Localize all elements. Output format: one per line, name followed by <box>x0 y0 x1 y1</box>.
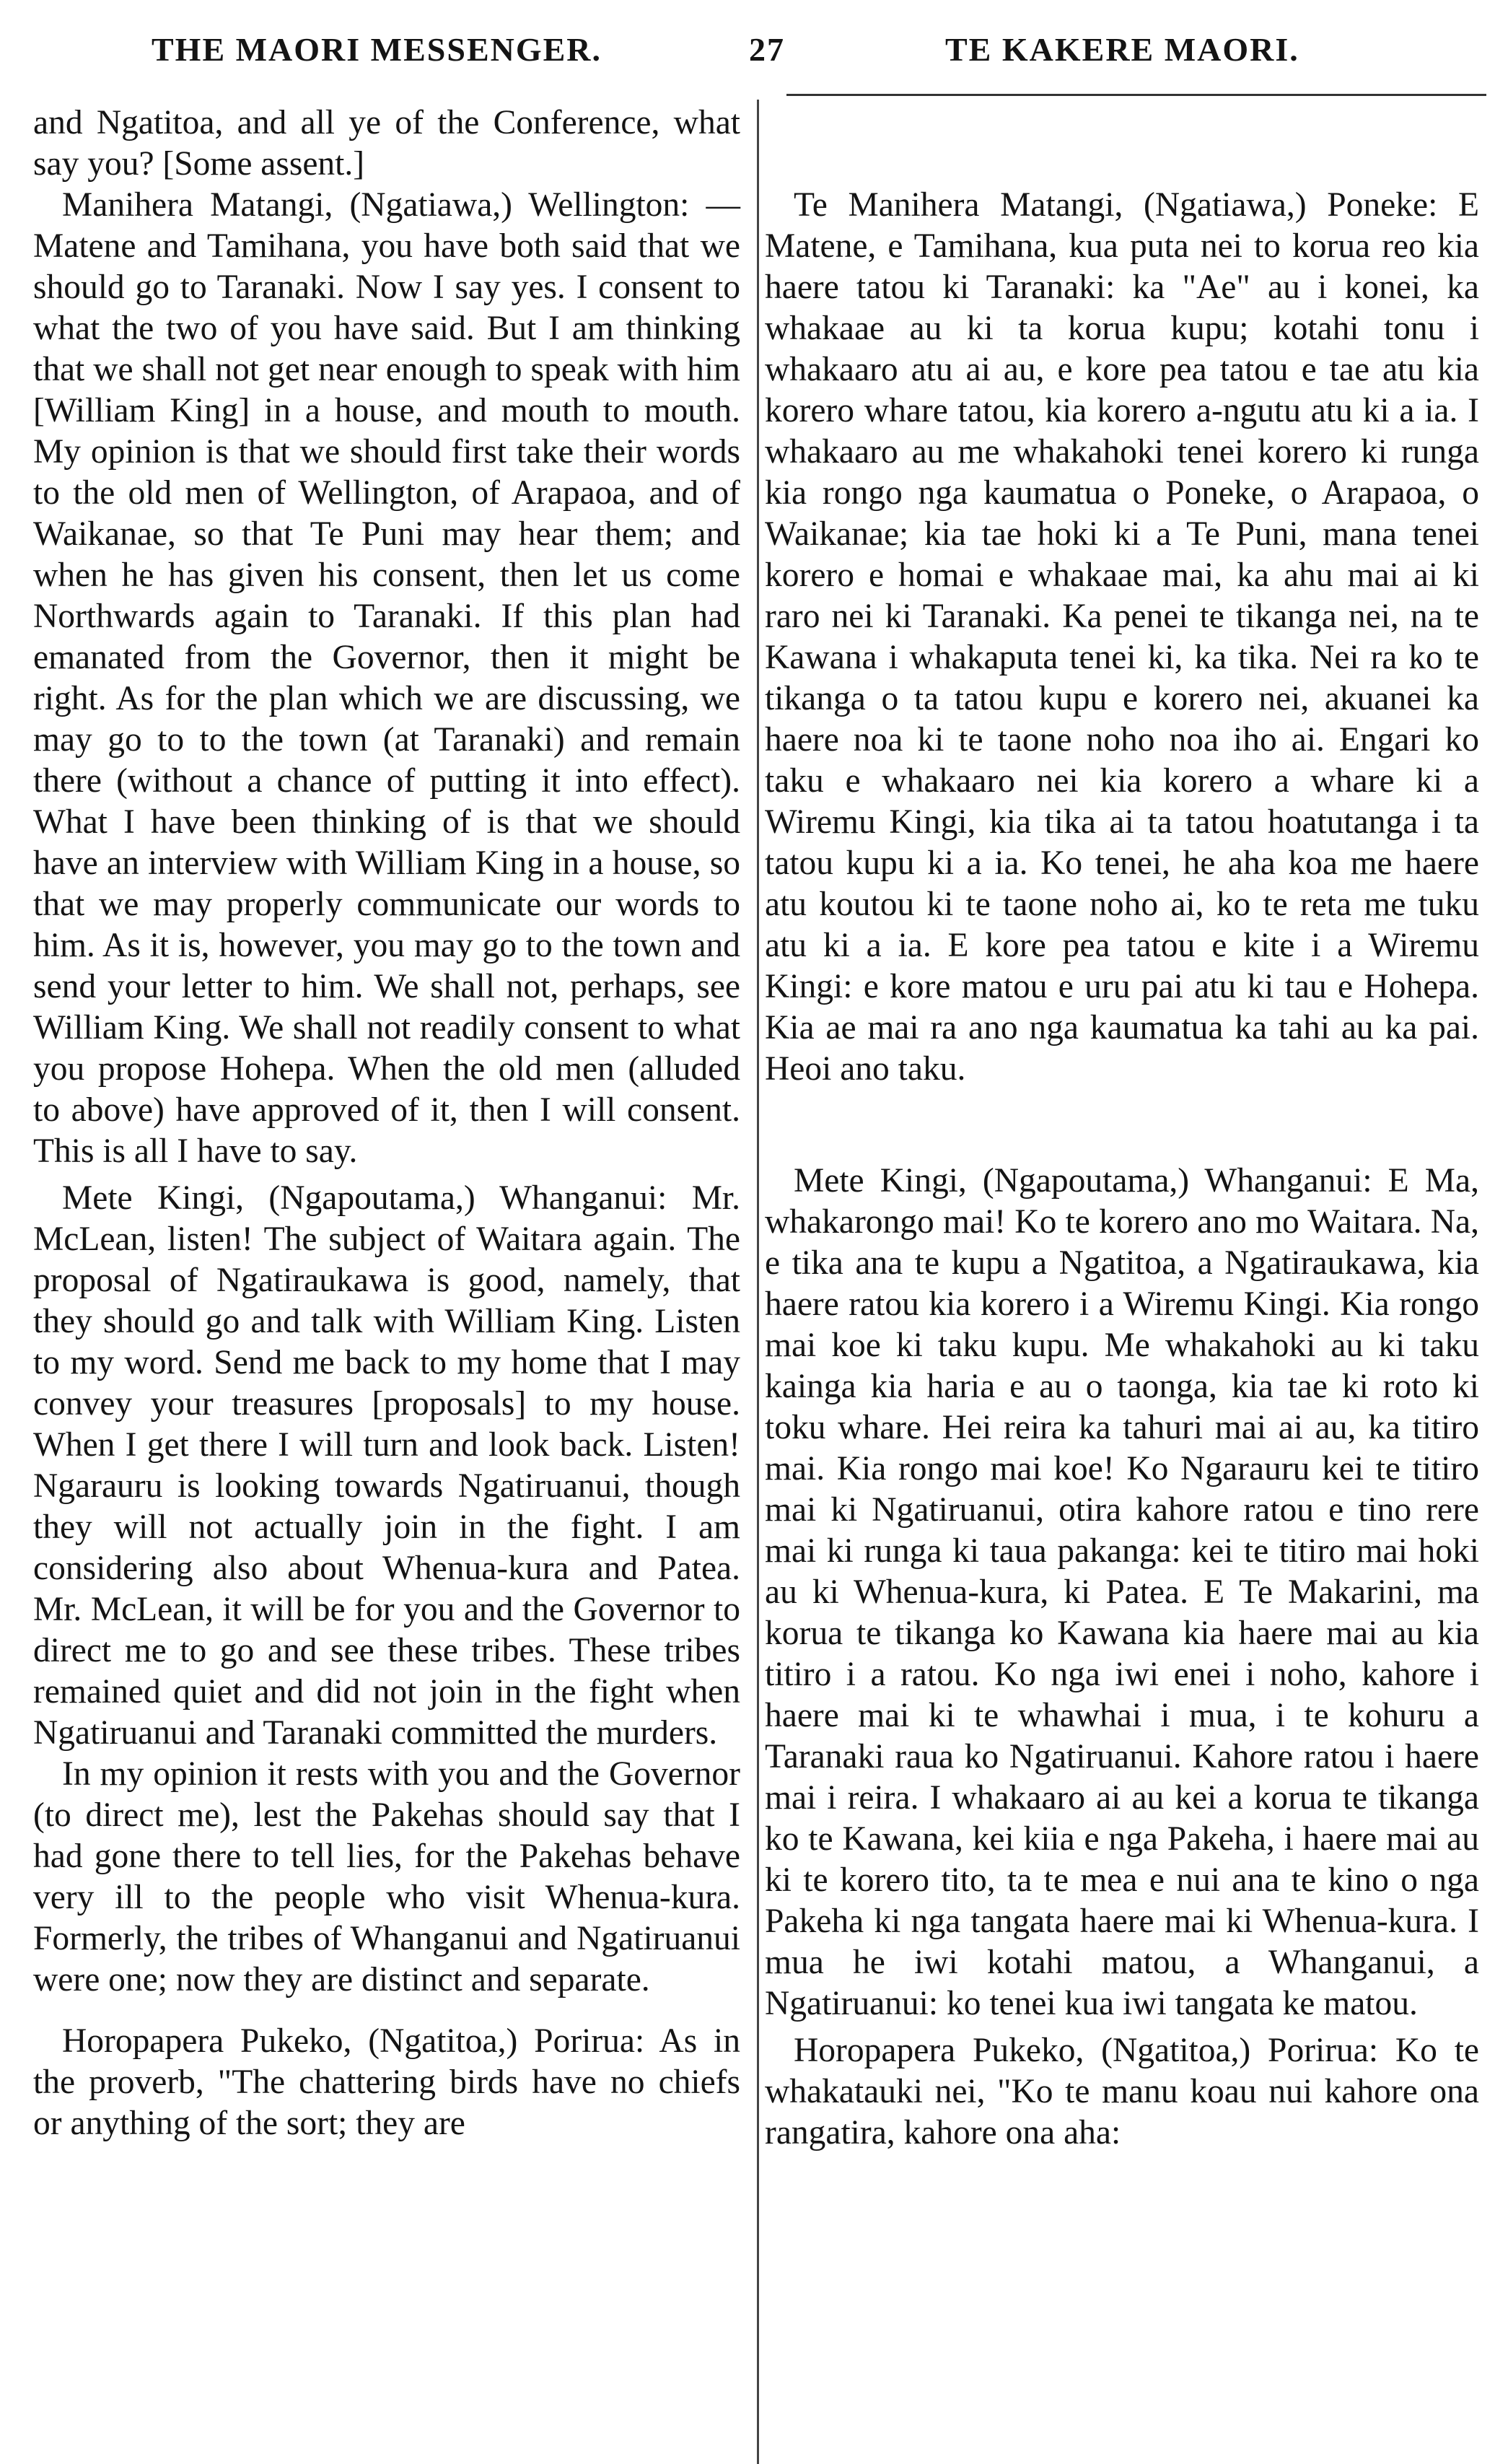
english-paragraph-continued: and Ngatitoa, and all ye of the Conference, what say you? [Some assent.] <box>33 104 740 183</box>
maori-paragraph-horopapera: Horopapera Pukeko, (Ngatitoa,) Porirua: Ko te whakatauki nei, "Ko te manu koau nui kahore ona rangatira, kahore ona aha: <box>765 2032 1479 2151</box>
english-paragraph-opinion: In my opinion it rests with you and the Governor (to direct me), lest the Pakehas should say that I had gone there to tell lies, for the Pakehas behave very ill to the people who visit Whenua-kura. Formerly, the tribes of Whanganui and Ngatiruanui were one; now they are distinct and separate. <box>33 1755 740 1998</box>
page-number: 27 <box>749 31 785 68</box>
maori-masthead: TE KAKERE MAORI. <box>945 31 1299 68</box>
english-paragraph-horopapera: Horopapera Pukeko, (Ngatitoa,) Porirua: As in the proverb, "The chattering birds have no chiefs or anything of the sort; they are <box>33 2022 740 2142</box>
header-rule <box>786 94 1486 96</box>
column-divider <box>757 100 759 2464</box>
english-paragraph-mete-kingi: Mete Kingi, (Ngapoutama,) Whanganui: Mr. McLean, listen! The subject of Waitara again. The proposal of Ngatiraukawa is good, namely, that they should go and talk with William King. Listen to my word. Send me back to my home that I may convey your treasures [proposals] to my house. When I get there I will turn and look back. Listen! Ngarauru is looking towards Ngatiruanui, though they will not actually join in the fight. I am considering also about Whenua-kura and Patea. Mr. McLean, it will be for you and the Governor to direct me to go and see these tribes. These tribes remained quiet and did not join in the fight when Ngatiruanui and Taranaki committed the murders. <box>33 1179 740 1752</box>
english-masthead: THE MAORI MESSENGER. <box>152 31 602 68</box>
maori-paragraph-manihera: Te Manihera Matangi, (Ngatiawa,) Poneke: E Matene, e Tamihana, kua puta nei to korua reo kia haere tatou ki Taranaki: ka "Ae" au i konei, ka whakaae au ki ta korua kupu; kotahi tonu i whakaaro atu ai au, e kore pea tatou e tae atu kia korero whare tatou, kia korero a-ngutu atu ki a ia. I whakaaro au me whakahoki tenei korero ki runga kia rongo nga kaumatua o Poneke, o Arapaoa, o Waikanae; kia tae hoki ki a Te Puni, mana tenei korero e homai e whakaae mai, ka ahu mai ai ki raro nei ki Taranaki. Ka penei te tikanga nei, na te Kawana i whakaputa tenei ki, ka tika. Nei ra ko te tikanga o ta tatou kupu e korero nei, akuanei ka haere noa ki te taone noho noa iho ai. Engari ko taku e whakaaro nei kia korero a whare ki a Wiremu Kingi, kia tika ai ta tatou hoatutanga i ta tatou kupu ki a ia. Ko tenei, he aha koa me haere atu koutou ki te taone noho ai, ko te reta me tuku atu ki a ia. E kore pea tatou e kite i a Wiremu Kingi: e kore matou e uru pai atu ki tau e Hohepa. Kia ae mai ra ano nga kaumatua ka tahi au ka pai. Heoi ano taku. <box>765 186 1479 1088</box>
maori-column <box>765 185 1479 2154</box>
english-paragraph-manihera: Manihera Matangi, (Ngatiawa,) Wellington: —Matene and Tamihana, you have both said that we should go to Taranaki. Now I say yes. I consent to what the two of you have said. But I am thinking that we shall not get near enough to speak with him [William King] in a house, and mouth to mouth. My opinion is that we should first take their words to the old men of Wellington, of Arapaoa, and of Waikanae, so that Te Puni may hear them; and when he has given his consent, then let us come Northwards again to Taranaki. If this plan had emanated from the Governor, then it might be right. As for the plan which we are discussing, we may go to to the town (at Taranaki) and remain there (without a chance of putting it into effect). What I have been thinking of is that we should have an interview with William King in a house, so that we may properly communicate our words to him. As it is, however, you may go to the town and send your letter to him. We shall not, perhaps, see William King. We shall not readily consent to what you propose Hohepa. When the old men (alluded to above) have approved of it, then I will consent. This is all I have to say. <box>33 186 740 1170</box>
english-column <box>33 102 740 2144</box>
maori-paragraph-mete-kingi: Mete Kingi, (Ngapoutama,) Whanganui: E Ma, whakarongo mai! Ko te korero ano mo Waitara. Na, e tika ana te kupu a Ngatitoa, a Ngatiraukawa, kia haere ratou kia korero i a Wiremu Kingi. Kia rongo mai koe ki taku kupu. Me whakahoki au ki taku kainga kia haria e au o taonga, kia tae ki roto ki toku whare. Hei reira ka tahuri mai ai au, ka titiro mai. Kia rongo mai koe! Ko Ngarauru kei te titiro mai ki Ngatiruanui, otira kahore ratou e tino rere mai ki runga ki taua pakanga: kei te titiro mai hoki au ki Whenua-kura, ki Patea. E Te Makarini, ma korua te tikanga ko Kawana kia haere mai au kia titiro i a ratou. Ko nga iwi enei i noho, kahore i haere mai ki te whawhai i mua, i te kohuru a Taranaki raua ko Ngatiruanui. Kahore ratou i haere mai i reira. I whakaaro ai au kei a korua te tikanga ko te Kawana, kei kiia e nga Pakeha, i haere mai au ki te korero tito, ta te mea e nui ana te kino o nga Pakeha ki nga tangata haere mai ki Whenua-kura. I mua he iwi kotahi matou, a Whanganui, a Ngatiruanui: ko tenei kua iwi tangata ke matou. <box>765 1162 1479 2022</box>
page-header <box>0 16 1495 81</box>
